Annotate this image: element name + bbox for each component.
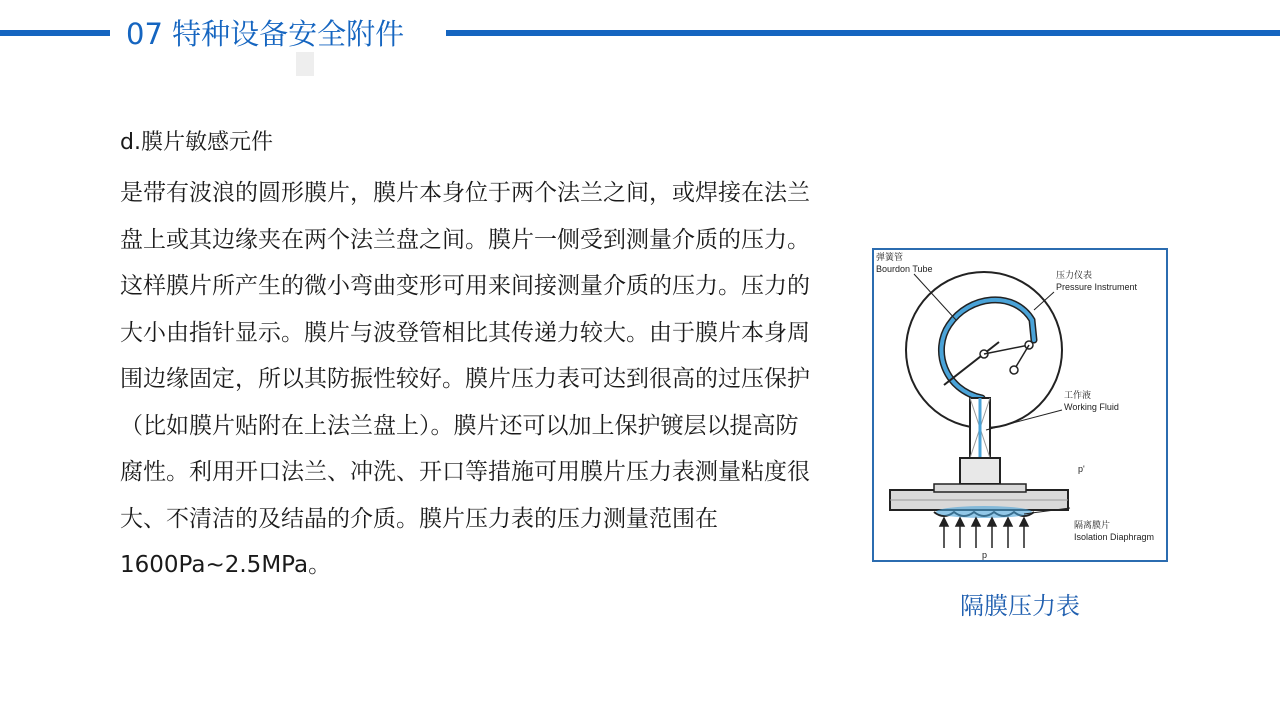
- header-line-left: [0, 30, 110, 36]
- label-p: p: [982, 550, 988, 560]
- figure-caption: 隔膜压力表: [960, 592, 1080, 620]
- label-bourdon-en: Bourdon Tube: [876, 264, 933, 274]
- diaphragm-fluid: [936, 506, 1032, 518]
- page-title: 07 特种设备安全附件: [126, 17, 405, 51]
- bourdon-tube: [941, 300, 1034, 398]
- pointer-needle: [944, 342, 999, 385]
- body-text: [120, 124, 810, 589]
- label-diaphragm-en: Isolation Diaphragm: [1074, 532, 1155, 542]
- label-p-prime: p': [1078, 464, 1085, 474]
- pressure-arrows: [940, 518, 1028, 548]
- connector-block: [960, 458, 1000, 484]
- label-instrument-en: Pressure Instrument: [1056, 282, 1138, 292]
- leader-instrument: [1034, 292, 1054, 310]
- label-fluid-cn: 工作液: [1064, 390, 1092, 400]
- linkage-joint-2: [1010, 366, 1018, 374]
- diaphragm-gauge-diagram: [872, 248, 1168, 562]
- header-line-right: [446, 30, 1280, 36]
- header-decoration: [296, 52, 314, 76]
- diagram-svg: [874, 250, 1166, 560]
- label-fluid-en: Working Fluid: [1064, 402, 1119, 412]
- leader-fluid: [986, 410, 1062, 430]
- flange-boss: [934, 484, 1026, 492]
- section-paragraph: 是带有波浪的圆形膜片，膜片本身位于两个法兰之间，或焊接在法兰盘上或其边缘夹在两个法兰盘之间。膜片一侧受到测量介质的压力。这样膜片所产生的微小弯曲变形可用来间接测量介质的压力。压力的大小由指针显示。膜片与波登管相比其传递力较大。由于膜片本身周围边缘固定，所以其防振性较好。膜片压力表可达到很高的过压保护（比如膜片贴附在上法兰盘上）。膜片还可以加上保护镀层以提高防腐性。利用开口法兰、冲洗、开口等措施可用膜片压力表测量粘度很大、不清洁的及结晶的介质。膜片压力表的压力测量范围在1600Pa~2.5MPa。: [120, 180, 810, 578]
- section-subheading: d.膜片敏感元件: [120, 130, 273, 155]
- label-instrument-cn: 压力仪表: [1056, 270, 1093, 280]
- label-bourdon-cn: 弹簧管: [876, 252, 904, 262]
- label-diaphragm-cn: 隔离膜片: [1074, 520, 1111, 530]
